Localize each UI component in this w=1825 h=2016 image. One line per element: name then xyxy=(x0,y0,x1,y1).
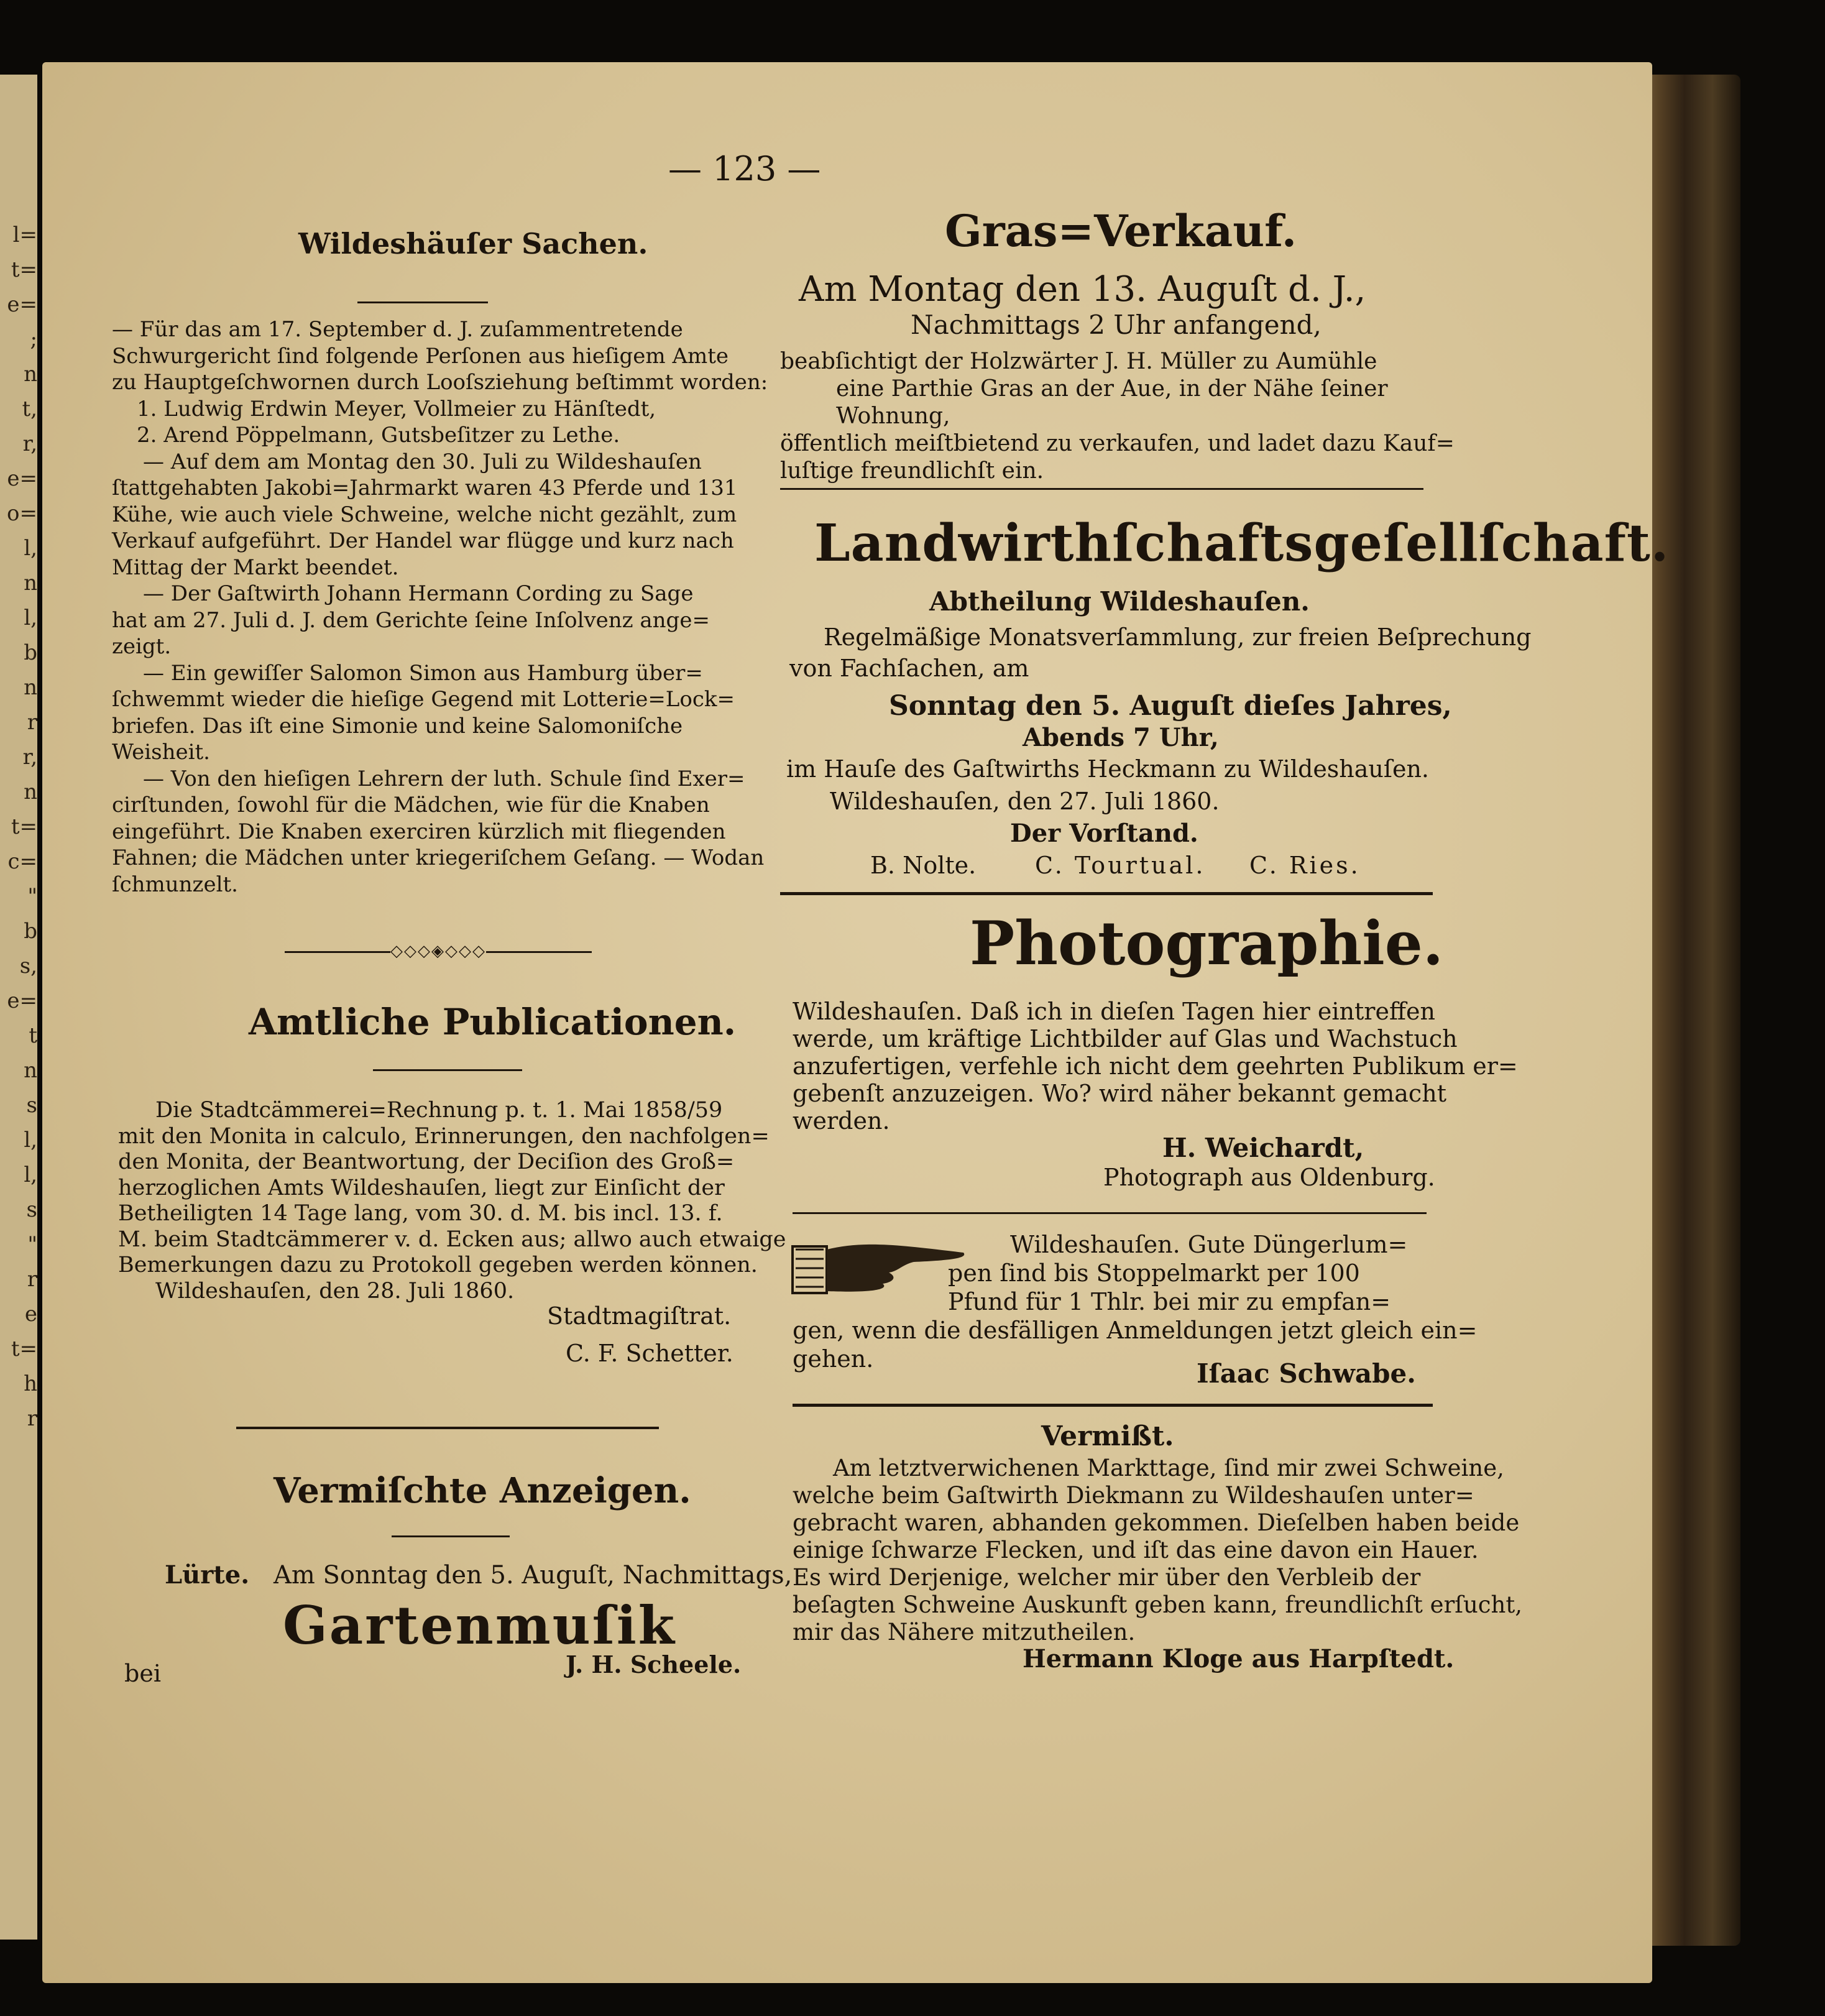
vermisst-title: Vermißt. xyxy=(1041,1420,1174,1452)
vermisst-line: Am letztverwichenen Markttage, ſind mir zwei Schweine, xyxy=(833,1455,1504,1481)
gartenmusik-headline: Gartenmuſik xyxy=(283,1595,676,1656)
news-line: — Ein gewiſſer Salomon Simon aus Hamburg über= xyxy=(143,660,703,686)
duenger-line: pen ſind bis Stoppelmarkt per 100 xyxy=(948,1259,1360,1287)
wildeshaeuser-title: Wildeshäuſer Sachen. xyxy=(298,227,648,260)
landw-subtitle: Abtheilung Wildeshauſen. xyxy=(929,586,1310,617)
left-margin-fragment: l, xyxy=(24,605,37,630)
left-margin-fragment: l, xyxy=(24,1162,37,1187)
left-margin-fragment: t= xyxy=(11,257,37,282)
vermisst-line: mir das Nähere mitzutheilen. xyxy=(793,1619,1136,1645)
news-line: Weisheit. xyxy=(112,740,210,765)
thick-divider xyxy=(793,1404,1433,1407)
duenger-signer: Iſaac Schwabe. xyxy=(1197,1358,1416,1389)
landw-name-1: B. Nolte. xyxy=(870,852,977,879)
left-margin-fragment: e= xyxy=(7,988,37,1013)
gras-line: Wohnung, xyxy=(836,403,950,429)
news-line: 1. Ludwig Erdwin Meyer, Vollmeier zu Hänſtedt, xyxy=(137,396,656,421)
luerte-text: Am Sonntag den 5. Auguſt, Nachmittags, xyxy=(274,1561,793,1590)
duenger-line: gen, wenn die desfälligen Anmeldungen jetzt gleich ein= xyxy=(793,1317,1478,1344)
ornament-divider: ◇◇◇◈◇◇◇ xyxy=(255,942,622,960)
news-line: Schwurgericht ſind folgende Perſonen aus hieſigem Amte xyxy=(112,343,729,369)
news-line: eingeführt. Die Knaben exerciren kürzlich mit fliegenden xyxy=(112,819,726,844)
left-margin-fragment: r, xyxy=(22,745,37,770)
landw-name-3: C. Ries. xyxy=(1249,852,1361,879)
amtliche-line: herzoglichen Amts Wildeshauſen, liegt zur Einſicht der xyxy=(118,1175,725,1200)
landw-date: Sonntag den 5. Auguſt dieſes Jahres, xyxy=(889,690,1452,722)
landw-line: Regelmäßige Monatsverſammlung, zur freien Beſprechung xyxy=(824,624,1532,651)
amtliche-line: den Monita, der Beantwortung, der Deciſion des Groß= xyxy=(118,1149,735,1174)
divider xyxy=(392,1535,510,1537)
vermisst-signer: Hermann Kloge aus Harpſtedt. xyxy=(1023,1644,1455,1673)
news-line: Verkauf aufgeführt. Der Handel war flügge und kurz nach xyxy=(112,528,734,553)
left-margin-fragment: l= xyxy=(12,223,37,247)
divider xyxy=(793,1212,1427,1214)
photo-line: gebenſt anzuzeigen. Wo? wird näher bekannt gemacht xyxy=(793,1080,1446,1107)
vermisst-line: einige ſchwarze Flecken, und iſt das eine davon ein Hauer. xyxy=(793,1537,1479,1563)
left-margin-fragment: s xyxy=(26,1093,37,1118)
landw-time: Abends 7 Uhr, xyxy=(1023,723,1219,752)
duenger-line: gehen. xyxy=(793,1345,874,1373)
pointing-hand-icon xyxy=(789,1234,970,1302)
news-line: Mittag der Markt beendet. xyxy=(112,555,399,580)
gras-line: eine Parthie Gras an der Aue, in der Nähe ſeiner xyxy=(836,376,1388,402)
amtliche-line: M. beim Stadtcämmerer v. d. Ecken aus; allwo auch etwaige xyxy=(118,1227,786,1252)
left-margin-fragment: r xyxy=(27,1406,37,1431)
left-margin-fragment: n xyxy=(24,780,37,804)
thick-divider xyxy=(236,1427,659,1429)
left-margin-fragment: t xyxy=(29,1023,37,1048)
amtliche-line: mit den Monita in calculo, Erinnerungen, den nachfolgen= xyxy=(118,1123,770,1149)
left-margin-fragment: c= xyxy=(7,849,37,874)
left-margin-fragment: l, xyxy=(24,536,37,561)
landw-place: im Hauſe des Gaſtwirths Heckmann zu Wildeshauſen. xyxy=(786,755,1430,783)
news-line: — Für das am 17. September d. J. zuſammentretende xyxy=(112,317,683,342)
gras-time: Nachmittags 2 Uhr anfangend, xyxy=(911,310,1322,340)
vermischte-title: Vermiſchte Anzeigen. xyxy=(274,1470,691,1511)
thick-divider xyxy=(780,892,1433,895)
news-line: ſtattgehabten Jakobi=Jahrmarkt waren 43 Pferde und 131 xyxy=(112,476,738,500)
left-margin-fragment: t, xyxy=(22,397,37,421)
landw-vorstand: Der Vorſtand. xyxy=(1010,819,1198,848)
vermisst-line: welche beim Gaſtwirth Diekmann zu Wildeshauſen unter= xyxy=(793,1482,1474,1509)
luerte-place: Lürte. xyxy=(165,1560,250,1590)
gras-title: Gras=Verkauf. xyxy=(945,205,1297,257)
left-margin-fragment: " xyxy=(27,1232,37,1257)
duenger-line: Wildeshauſen. Gute Düngerlum= xyxy=(1010,1231,1408,1258)
photo-line: Wildeshauſen. Daß ich in dieſen Tagen hier eintreffen xyxy=(793,998,1435,1025)
photo-line: werden. xyxy=(793,1107,890,1135)
left-margin-fragment: t= xyxy=(11,814,37,839)
photo-line: anzufertigen, verfehle ich nicht dem geehrten Publikum er= xyxy=(793,1052,1518,1080)
landw-line: von Fachſachen, am xyxy=(789,655,1029,682)
news-line: zu Hauptgeſchwornen durch Looſsziehung beſtimmt worden: xyxy=(112,370,768,395)
news-line: Kühe, wie auch viele Schweine, welche nicht gezählt, zum xyxy=(112,502,737,527)
amtliche-signer: Stadtmagiſtrat. xyxy=(547,1302,732,1330)
left-margin-fragment: r xyxy=(27,710,37,735)
left-margin-fragment: s xyxy=(26,1197,37,1222)
left-margin-fragment: l, xyxy=(24,1128,37,1153)
divider xyxy=(357,301,488,303)
left-margin-fragment: n xyxy=(24,675,37,700)
photo-line: werde, um kräftige Lichtbilder auf Glas und Wachstuch xyxy=(793,1025,1458,1052)
left-margin-fragment: h xyxy=(24,1371,37,1396)
amtliche-title: Amtliche Publicationen. xyxy=(249,1001,737,1043)
news-line: — Der Gaſtwirth Johann Hermann Cording zu Sage xyxy=(143,581,694,606)
left-margin-fragment: t= xyxy=(11,1337,37,1361)
landw-dateline: Wildeshauſen, den 27. Juli 1860. xyxy=(830,788,1220,815)
news-line: 2. Arend Pöppelmann, Gutsbeſitzer zu Lethe. xyxy=(137,423,620,448)
vermisst-line: Es wird Derjenige, welcher mir über den Verbleib der xyxy=(793,1564,1421,1591)
news-line: ſchwemmt wieder die hieſige Gegend mit Lotterie=Lock= xyxy=(112,687,735,712)
photo-role: Photograph aus Oldenburg. xyxy=(1103,1164,1435,1191)
news-line: — Von den hieſigen Lehrern der luth. Schule ſind Exer= xyxy=(143,766,745,791)
left-margin-fragment: s, xyxy=(19,954,37,978)
left-margin-fragment: n xyxy=(24,571,37,596)
amtliche-line: Bemerkungen dazu zu Protokoll gegeben werden können. xyxy=(118,1253,758,1277)
left-margin-fragment: b xyxy=(24,640,37,665)
left-margin-fragment: r, xyxy=(22,431,37,456)
gras-line: luſtige freundlichſt ein. xyxy=(780,458,1044,484)
news-line: ſchmunzelt. xyxy=(112,872,238,897)
left-margin-fragment: n xyxy=(24,1058,37,1083)
left-margin-fragment: o= xyxy=(7,501,37,526)
amtliche-line: Die Stadtcämmerei=Rechnung p. t. 1. Mai 1858/59 xyxy=(155,1098,723,1123)
gras-date: Am Montag den 13. Auguſt d. J., xyxy=(799,269,1366,310)
news-line: — Auf dem am Montag den 30. Juli zu Wildeshauſen xyxy=(143,449,702,474)
page-number: — 123 — xyxy=(668,149,821,188)
news-line: cirſtunden, ſowohl für die Mädchen, wie für die Knaben xyxy=(112,793,710,817)
divider xyxy=(780,488,1423,490)
left-margin-fragment: e xyxy=(24,1302,37,1327)
photo-signer: H. Weichardt, xyxy=(1162,1133,1364,1163)
left-margin-fragment: n xyxy=(24,362,37,387)
left-page-fragments xyxy=(0,218,37,1436)
vermisst-line: gebracht waren, abhanden gekommen. Dieſelben haben beide xyxy=(793,1509,1520,1536)
gras-line: beabſichtigt der Holzwärter J. H. Müller zu Aumühle xyxy=(780,349,1377,374)
gras-line: öffentlich meiſtbietend zu verkaufen, und ladet dazu Kauf= xyxy=(780,431,1455,456)
left-margin-fragment: b xyxy=(24,919,37,944)
news-line: hat am 27. Juli d. J. dem Gerichte ſeine Inſolvenz ange= xyxy=(112,607,710,633)
left-margin-fragment: ; xyxy=(30,327,37,352)
amtliche-line: Wildeshauſen, den 28. Juli 1860. xyxy=(155,1278,515,1304)
left-margin-fragment: e= xyxy=(7,466,37,491)
amtliche-name: C. F. Schetter. xyxy=(566,1340,733,1367)
left-margin-fragment: r xyxy=(27,1267,37,1292)
landw-title: Landwirthſchaftsgeſellſchaft. xyxy=(814,513,1670,573)
bei-label: bei xyxy=(124,1660,161,1687)
left-margin-fragment: e= xyxy=(7,292,37,317)
duenger-line: Pfund für 1 Thlr. bei mir zu empfan= xyxy=(948,1288,1391,1315)
news-line: briefen. Das iſt eine Simonie und keine Salomoniſche xyxy=(112,713,683,739)
news-line: Fahnen; die Mädchen unter kriegeriſchem Geſang. — Wodan xyxy=(112,845,765,870)
left-margin-fragment: " xyxy=(27,884,37,909)
news-line: zeigt. xyxy=(112,634,172,659)
scheele-name: J. H. Scheele. xyxy=(566,1650,742,1678)
photo-title: Photographie. xyxy=(970,908,1444,978)
vermisst-line: beſagten Schweine Auskunft geben kann, freundlichſt erſucht, xyxy=(793,1591,1522,1618)
divider xyxy=(373,1069,522,1071)
amtliche-line: Betheiligten 14 Tage lang, vom 30. d. M. bis incl. 13. f. xyxy=(118,1201,723,1226)
landw-name-2: C. Tourtual. xyxy=(1035,852,1206,879)
